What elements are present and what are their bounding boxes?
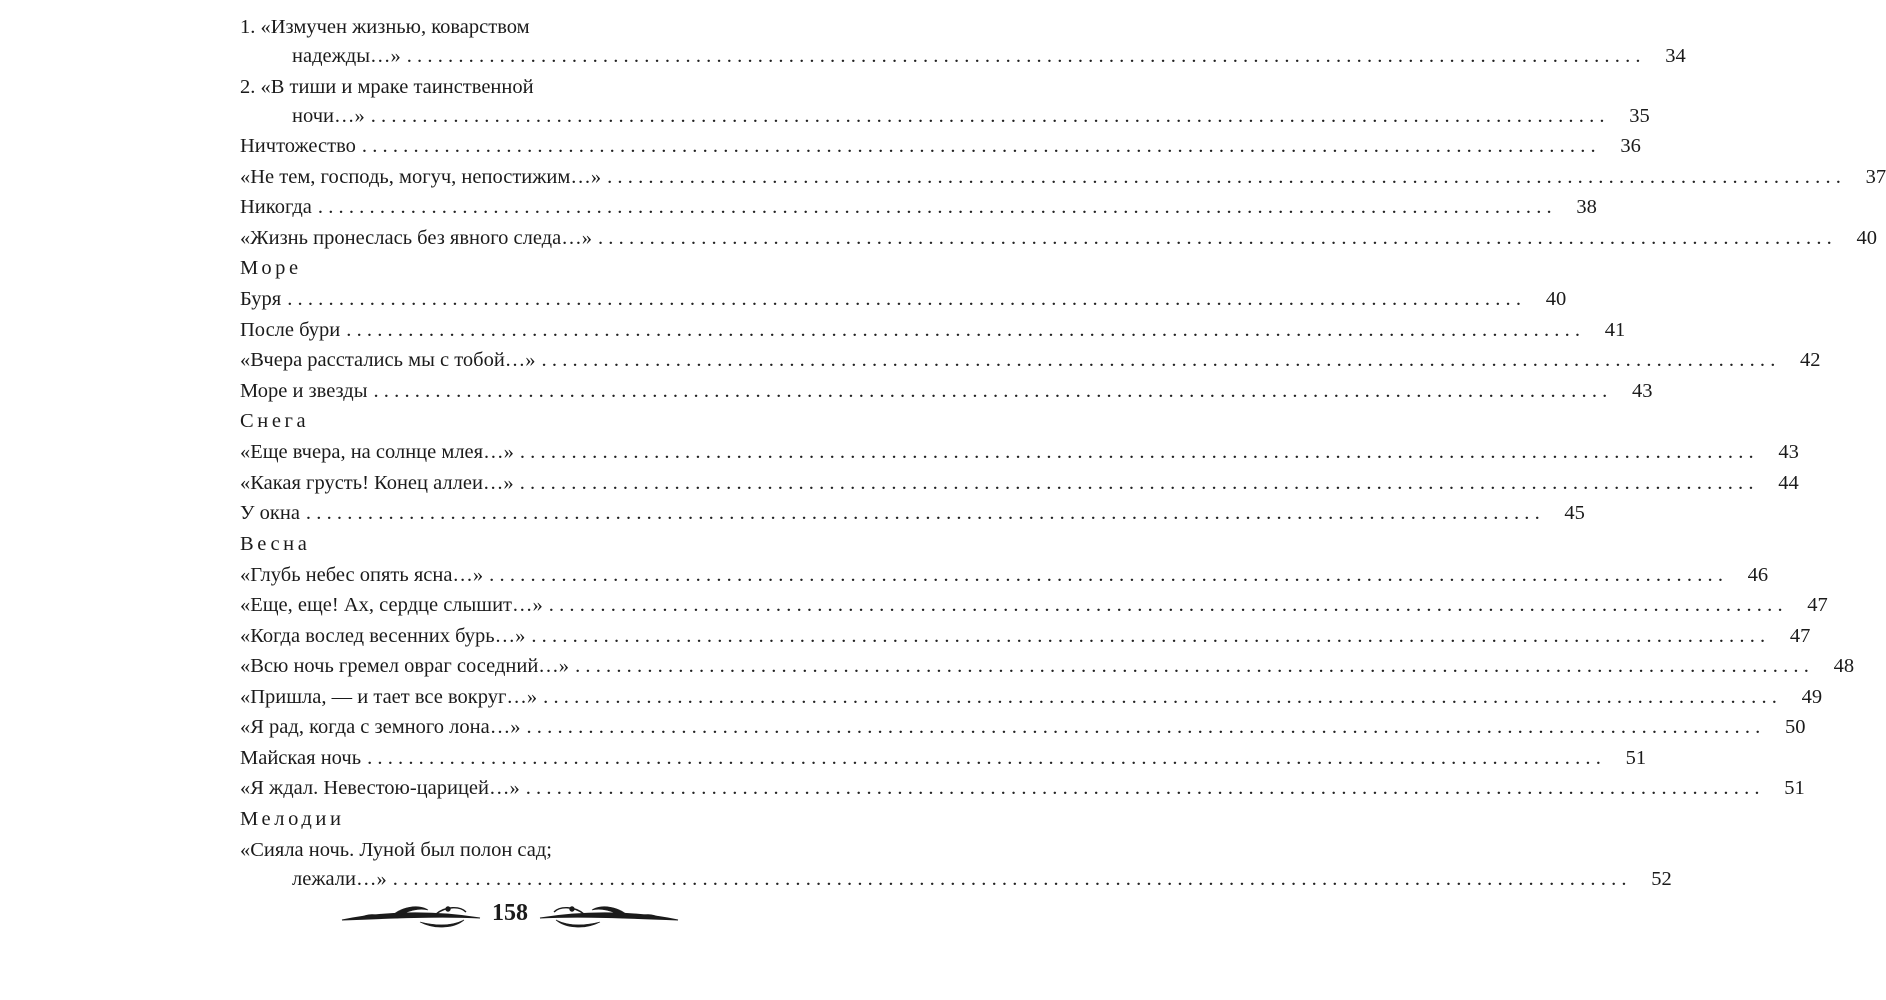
toc-page-number: 35 [1629,104,1650,127]
toc-entry-title: «Когда вослед весенних бурь…» [240,624,526,647]
section-heading-vesna: Весна [240,532,311,555]
toc-entry [240,223,1877,254]
toc-entry-title-continuation: лежали…» [292,867,387,890]
dot-leader: ........................................................................................................................ [525,777,1765,799]
toc-entry-title: «Жизнь пронеслась без явного следа…» [240,226,592,249]
dot-leader: ........................................................................................................................ [317,196,1557,218]
page-number [340,900,680,927]
toc-page-number: 44 [1778,471,1799,494]
toc-page-number: 41 [1604,318,1626,341]
toc-entry-title: 2. «В тиши и мраке таинственной [240,75,534,98]
toc-entry [240,773,1805,804]
page-number-text: 158 [487,900,533,926]
dot-leader: ........................................................................................................................ [346,318,1586,341]
table-of-contents [240,12,1886,894]
toc-page-number: 43 [1778,441,1799,463]
toc-entry [240,651,1855,682]
toc-entry-title: Море и звезды [240,379,368,402]
toc-page-number: 36 [1620,135,1641,157]
dot-leader: ........................................................................................................................ [367,746,1607,769]
dot-leader: ........................................................................................................................ [597,226,1837,249]
toc-entry-title: «Всю ночь гремел овраг соседний…» [240,655,570,677]
dot-leader: ........................................................................................................................ [531,624,1771,647]
toc-entry-title: «Еще, еще! Ах, сердце слышит…» [240,594,543,616]
toc-page-number: 48 [1833,655,1855,677]
toc-entry [240,72,1650,132]
toc-entry [240,743,1647,774]
dot-leader: ........................................................................................................................ [287,288,1527,310]
section-heading-melodii: Мелодии [240,807,345,830]
dot-leader: ........................................................................................................................ [489,563,1729,586]
toc-entry [240,345,1821,376]
toc-entry-title: «Вчера расстались мы с тобой…» [240,349,536,371]
toc-entry [240,192,1597,223]
toc-entry-title: «Я рад, когда с земного лона…» [240,716,521,738]
toc-page-number: 45 [1564,502,1585,524]
toc-page-number: 40 [1856,226,1877,249]
dot-leader: ........................................................................................................................ [607,165,1847,188]
toc-entry-title: «Сияла ночь. Луной был полон сад; [240,838,552,861]
toc-page-number: 38 [1576,196,1597,218]
toc-entry-title: После бури [240,318,341,341]
toc-entry-title-continuation: надежды…» [292,45,401,67]
toc-page-number: 37 [1865,165,1886,188]
toc-entry-title: «Какая грусть! Конец аллеи…» [240,471,514,494]
toc-page-number: 40 [1545,288,1567,310]
toc-page-number: 43 [1631,379,1653,402]
toc-entry-title: «Глубь небес опять ясна…» [240,563,484,586]
toc-entry-title: Ничтожество [240,135,356,157]
dot-leader: ........................................................................................................................ [575,655,1815,677]
section-heading-snega: Снега [240,410,310,432]
toc-page-number: 34 [1665,45,1686,67]
dot-leader: ........................................................................................................................ [543,685,1783,708]
dot-leader: ........................................................................................................................ [526,716,1766,738]
toc-page-number: 50 [1784,716,1806,738]
toc-entry-title: «Не тем, господь, могуч, непостижим…» [240,165,602,188]
dot-leader: ........................................................................................................................ [519,471,1759,494]
toc-entry [240,131,1641,162]
toc-entry [240,712,1806,743]
toc-entry-title: 1. «Измучен жизнью, коварством [240,16,530,38]
toc-entry [240,284,1567,315]
section-heading-more: Море [240,257,302,279]
dot-leader: ........................................................................................................................ [370,104,1610,127]
dot-leader: ........................................................................................................................ [548,594,1788,616]
toc-entry-title: Никогда [240,196,312,218]
toc-entry-title: «Еще вчера, на солнце млея…» [240,441,514,463]
dot-leader: ........................................................................................................................ [541,349,1781,371]
dot-leader: ........................................................................................................................ [373,379,1613,402]
toc-entry [240,468,1799,499]
toc-page-number: 46 [1747,563,1769,586]
toc-entry [240,590,1828,621]
toc-page-number: 52 [1651,867,1672,890]
dot-leader: ........................................................................................................................ [392,867,1632,890]
toc-entry-title: Майская ночь [240,746,362,769]
toc-page-number: 51 [1625,746,1647,769]
toc-entry [240,498,1585,529]
toc-entry-title: У окна [240,502,300,524]
toc-page-number: 51 [1784,777,1805,799]
toc-page-number: 47 [1807,594,1828,616]
dot-leader: ........................................................................................................................ [361,135,1601,157]
toc-entry-title-continuation: ночи…» [292,104,365,127]
toc-entry [240,376,1653,407]
toc-entry [240,560,1769,591]
toc-entry-title: «Пришла, — и тает все вокруг…» [240,685,538,708]
page-footer [340,896,680,936]
toc-page-number: 42 [1800,349,1821,371]
toc-entry [240,682,1823,713]
toc-page-number: 49 [1801,685,1823,708]
dot-leader: ........................................................................................................................ [305,502,1545,524]
toc-entry [240,437,1799,468]
toc-entry-title: «Я ждал. Невестою-царицей…» [240,777,520,799]
toc-entry [240,12,1686,72]
toc-page-number: 47 [1789,624,1811,647]
toc-entry [240,162,1886,193]
toc-entry [240,835,1672,895]
dot-leader: ........................................................................................................................ [519,441,1759,463]
toc-entry-title: Буря [240,288,282,310]
toc-entry [240,315,1626,346]
dot-leader: ........................................................................................................................ [406,45,1646,67]
toc-entry [240,621,1811,652]
